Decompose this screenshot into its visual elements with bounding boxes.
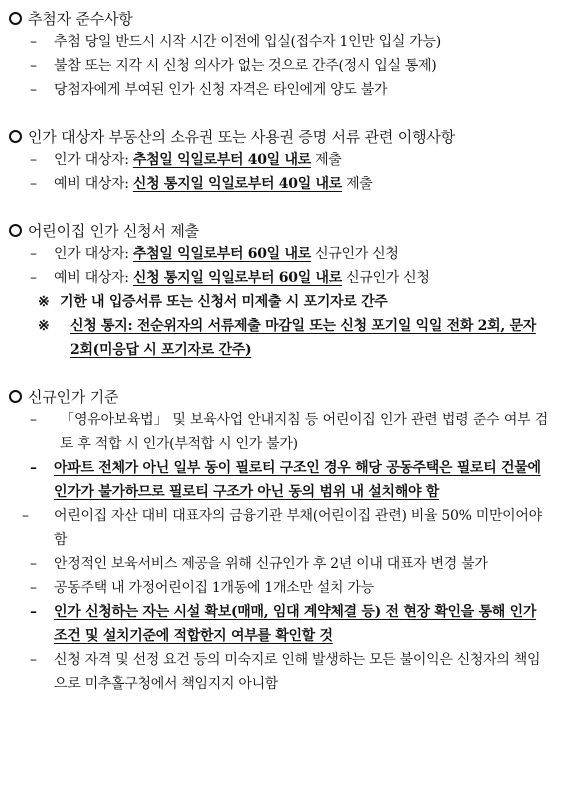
section-property-proof (8, 124, 560, 196)
dash-bullet-icon: – (30, 580, 37, 596)
list-item: – 예비 대상자: 신청 통지일 익일로부터 40일 내로 제출 (8, 172, 560, 196)
dash-bullet-icon: – (30, 152, 37, 168)
dash-bullet-icon: – (30, 246, 37, 262)
heading-text: 신규인가 기준 (28, 387, 119, 406)
deadline-text: 신청 통지일 익일로부터 60일 내로 (132, 270, 342, 286)
note-item: ※ 신청 통지: 전순위자의 서류제출 마감일 또는 신청 포기일 익일 전화 2회, 문자 2회(미응답 시 포기자로 간주) (8, 314, 560, 362)
list-item: – 아파트 전체가 아닌 일부 동이 필로티 구조인 경우 해당 공동주택은 필로티 건물에인가가 불가하므로 필로티 구조가 아닌 동의 범위 내 설치해야 함 (8, 456, 560, 504)
dash-bullet-icon: – (30, 82, 37, 98)
dash-bullet-icon: – (30, 556, 37, 572)
note-item: ※ 기한 내 입증서류 또는 신청서 미제출 시 포기자로 간주 (8, 290, 560, 314)
list-item: – 인가 신청하는 자는 시설 확보(매매, 임대 계약체결 등) 전 현장 확인을 통해 인가 조건 및 설치기준에 적합한지 여부를 확인할 것 (8, 600, 560, 648)
list-item: – 추첨 당일 반드시 시작 시간 이전에 입실(접수자 1인만 입실 가능) (8, 30, 560, 54)
reference-mark-icon: ※ (38, 294, 50, 310)
section-heading (8, 218, 560, 242)
dash-bullet-icon: – (30, 34, 37, 50)
list-item: – 당첨자에게 부여된 인가 신청 자격은 타인에게 양도 불가 (8, 78, 560, 102)
dash-bullet-icon: – (30, 270, 37, 286)
circle-bullet-icon (9, 390, 22, 403)
list-item: – 신청 자격 및 선정 요건 등의 미숙지로 인해 발생하는 모든 불이익은 신청자의 책임으로 미추홀구청에서 책임지지 아니함 (8, 648, 560, 696)
list-item: – 안정적인 보육서비스 제공을 위해 신규인가 후 2년 이내 대표자 변경 불가 (8, 552, 560, 576)
list-item: – 공동주택 내 가정어린이집 1개동에 1개소만 설치 가능 (8, 576, 560, 600)
dash-bullet-icon: – (22, 508, 29, 524)
heading-text: 인가 대상자 부동산의 소유권 또는 사용권 증명 서류 관련 이행사항 (28, 127, 455, 146)
dash-bullet-icon: – (30, 652, 37, 668)
deadline-text: 신청 통지일 익일로부터 40일 내로 (132, 176, 342, 192)
list-item: – 인가 대상자: 추첨일 익일로부터 60일 내로 신규인가 신청 (8, 242, 560, 266)
section-new-license-criteria (8, 384, 560, 696)
circle-bullet-icon (9, 130, 22, 143)
deadline-text: 추첨일 익일로부터 60일 내로 (132, 246, 311, 262)
reference-mark-icon: ※ (38, 318, 50, 334)
section-heading (8, 124, 560, 148)
list-item: – 인가 대상자: 추첨일 익일로부터 40일 내로 제출 (8, 148, 560, 172)
circle-bullet-icon (9, 12, 22, 25)
list-item: – 어린이집 자산 대비 대표자의 금융기관 부채(어린이집 관련) 비율 50% 미만이어야 함 (8, 504, 560, 552)
section-heading (8, 6, 560, 30)
heading-text: 추첨자 준수사항 (28, 9, 133, 28)
dash-bullet-icon: – (30, 412, 37, 428)
deadline-text: 추첨일 익일로부터 40일 내로 (132, 152, 311, 168)
dash-bullet-icon: – (30, 176, 37, 192)
circle-bullet-icon (9, 224, 22, 237)
list-item: – 예비 대상자: 신청 통지일 익일로부터 60일 내로 신규인가 신청 (8, 266, 560, 290)
dash-bullet-icon: – (30, 58, 37, 74)
section-heading (8, 384, 560, 408)
dash-bullet-icon: – (30, 460, 37, 476)
dash-bullet-icon: – (30, 604, 37, 620)
section-application-submission (8, 218, 560, 362)
list-item: – 「영유아보육법」 및 보육사업 안내지침 등 어린이집 인가 관련 법령 준수 여부 검토 후 적합 시 인가(부적합 시 인가 불가) (8, 408, 560, 456)
section-lottery-rules (8, 6, 560, 102)
heading-text: 어린이집 인가 신청서 제출 (28, 221, 199, 240)
list-item: – 불참 또는 지각 시 신청 의사가 없는 것으로 간주(정시 입실 통제) (8, 54, 560, 78)
